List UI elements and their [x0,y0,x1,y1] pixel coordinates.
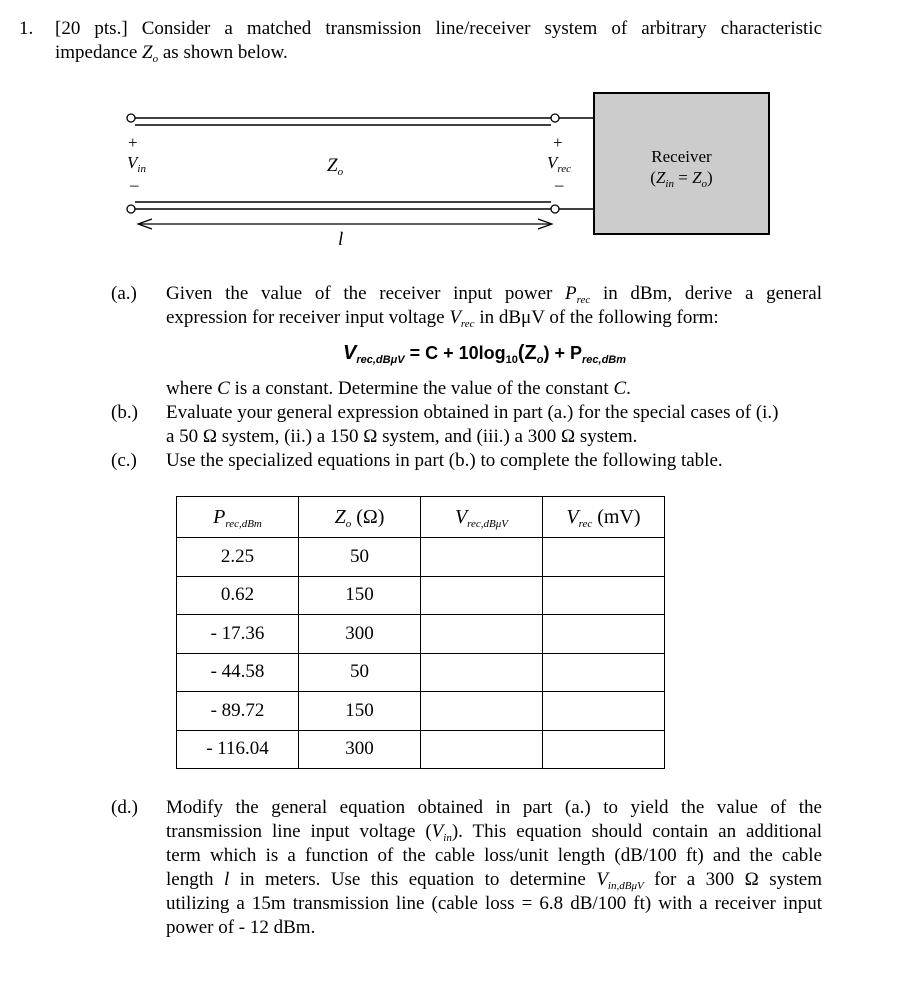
cell-prec: - 116.04 [177,730,299,769]
cell-vrec-mv[interactable] [543,538,665,577]
header-vrec-dbuv-sub: rec,dBμV [467,517,509,530]
receiver-paren-open: ( [650,168,656,187]
cell-vrec-mv[interactable] [543,615,665,654]
part-d-line4 [166,868,822,894]
cell-zo: 300 [299,615,421,654]
part-b-label: (b.) [111,402,138,423]
part-d-line2-post: ). This equation should contain an additional [451,821,823,842]
part-d-label: (d.) [111,797,138,818]
cell-zo: 300 [299,730,421,769]
zo-z: Z [327,155,338,176]
cell-zo: 150 [299,576,421,615]
part-b-line2: a 50 Ω system, (ii.) a 150 Ω system, and (iii.) a 300 Ω system. [166,426,638,447]
header-zo-tail: (Ω) [351,505,385,528]
part-d-line5: utilizing a 15m transmission line (cable loss = 6.8 dB/100 ft) with a receiver input [166,893,822,914]
receiver-zo-subscript: o [701,178,708,190]
part-c-label: (c.) [111,450,137,471]
header-zo [299,497,421,538]
table-header-row [177,497,665,538]
part-d-line4-mid: in meters. Use this equation to determine [239,869,586,890]
part-a-vrec-subscript: rec [460,318,475,330]
receiver-zin-subscript: in [665,178,674,190]
header-vrec-mv-main: V [566,505,579,528]
part-d-vin-dbuv-v: V [596,869,608,890]
part-d-vin-dbuv-subscript: in,dBμV [607,880,644,892]
part-a-line1 [166,282,822,308]
vrec-subscript: rec [557,163,572,175]
part-a-equation [343,342,626,365]
part-a-c2: C [613,378,627,399]
header-prec-sub: rec,dBm [225,517,262,530]
receiver-zo-z: Z [692,168,702,187]
left-top-terminal [127,114,135,122]
vin-v: V [127,153,138,172]
vrec-minus-sign: – [555,175,564,194]
receiver-title: Receiver [651,147,712,166]
header-vrec-dbuv [421,497,543,538]
part-d-vin-subscript: in [443,832,452,844]
part-a-line3-end: . [626,378,631,399]
receiver-equals: = [673,168,693,187]
part-d-line4-post: for a 300 Ω system [654,869,823,890]
intro-text-post: as shown below. [162,42,288,63]
cell-prec: 2.25 [177,538,299,577]
part-a-line2-post: in dBμV of the following form: [479,307,719,328]
part-a-c1: C [217,378,230,399]
cell-vrec-mv[interactable] [543,653,665,692]
eq-v-subscript: rec,dBμV [356,354,405,366]
cell-vrec-dbuv[interactable] [421,653,543,692]
header-vrec-dbuv-main: V [454,505,468,528]
right-bottom-terminal [551,205,559,213]
vrec-plus-sign: + [553,133,563,152]
header-vrec-mv-tail: (mV) [592,505,641,528]
part-c-line1: Use the specialized equations in part (b.) to complete the following table. [166,450,723,471]
header-vrec-mv-sub: rec [578,517,593,530]
intro-z-symbol: Z [142,42,153,63]
receiver-paren-close: ) [707,168,713,187]
part-d-line4-pre: length [166,869,214,890]
zo-label [327,154,343,180]
cell-zo: 150 [299,692,421,731]
problem-number: 1. [19,18,34,39]
eq-log-base: 10 [505,354,518,366]
part-a-prec-p: P [565,283,577,304]
receiver-condition [594,166,769,192]
part-d-length-l: l [223,869,230,890]
eq-zo-subscript: o [536,354,544,366]
table-row [177,538,665,577]
eq-middle: = C + 10log [409,343,506,363]
zo-subscript: o [337,166,344,178]
table-row [177,692,665,731]
part-d-vin-v: V [431,821,444,842]
part-a-label: (a.) [111,283,137,304]
part-a-line2-pre: expression for receiver input voltage [166,307,445,328]
problem-intro-line2 [55,41,288,67]
part-a-prec-subscript: rec [576,294,591,306]
table-row [177,576,665,615]
eq-zo-z: (Z [517,342,537,364]
part-d-line2 [166,820,822,846]
vrec-v: V [547,153,558,172]
cell-zo: 50 [299,653,421,692]
part-a-line1-pre: Given the value of the receiver input power [166,283,553,304]
table-row [177,653,665,692]
part-a-vrec-v: V [449,307,461,328]
header-vrec-mv [543,497,665,538]
problem-intro-text: Consider a matched transmission line/receiver system of arbitrary characteristic [141,18,822,39]
part-b-line1: Evaluate your general expression obtained in part (a.) for the special cases of (i.) [166,402,779,423]
cell-vrec-dbuv[interactable] [421,538,543,577]
cell-prec: - 44.58 [177,653,299,692]
table-row [177,615,665,654]
cell-prec: 0.62 [177,576,299,615]
cell-prec: - 17.36 [177,615,299,654]
vin-plus-sign: + [128,133,138,152]
right-top-terminal [551,114,559,122]
intro-text-pre: impedance [55,42,138,63]
cell-vrec-dbuv[interactable] [421,576,543,615]
part-a-line1-post: in dBm, derive a general [602,283,823,304]
part-a-line3-mid: is a constant. Determine the value of the constant [234,378,609,399]
cell-vrec-mv[interactable] [543,692,665,731]
cell-vrec-mv[interactable] [543,576,665,615]
problem-points: [20 pts.] [55,18,128,39]
table-row [177,730,665,769]
intro-z-subscript: o [152,53,159,65]
part-d-line1: Modify the general equation obtained in part (a.) to yield the value of the [166,797,822,818]
cell-vrec-dbuv[interactable] [421,730,543,769]
header-zo-main: Z [334,505,346,528]
eq-tail: ) + P [543,343,583,363]
problem-intro-line1 [55,17,822,41]
part-a-line3 [166,377,631,401]
part-d-line6: power of - 12 dBm. [166,917,316,938]
data-table [176,496,665,769]
cell-vrec-dbuv[interactable] [421,615,543,654]
cell-vrec-mv[interactable] [543,730,665,769]
header-prec [177,497,299,538]
cell-prec: - 89.72 [177,692,299,731]
eq-p-subscript: rec,dBm [582,354,627,366]
cell-vrec-dbuv[interactable] [421,692,543,731]
cell-zo: 50 [299,538,421,577]
part-a-line3-pre: where [166,378,213,399]
left-bottom-terminal [127,205,135,213]
vin-minus-sign: – [130,175,139,194]
part-a-line2 [166,306,719,332]
header-prec-main: P [213,505,226,528]
part-d-line3: term which is a function of the cable loss/unit length (dB/100 ft) and the cable [166,845,822,866]
header-zo-sub: o [345,517,352,530]
receiver-zin-z: Z [655,168,666,187]
part-d-line2-pre: transmission line input voltage ( [166,821,432,842]
eq-v: V [343,342,357,364]
vin-subscript: in [137,163,146,175]
length-label: l [338,229,344,250]
